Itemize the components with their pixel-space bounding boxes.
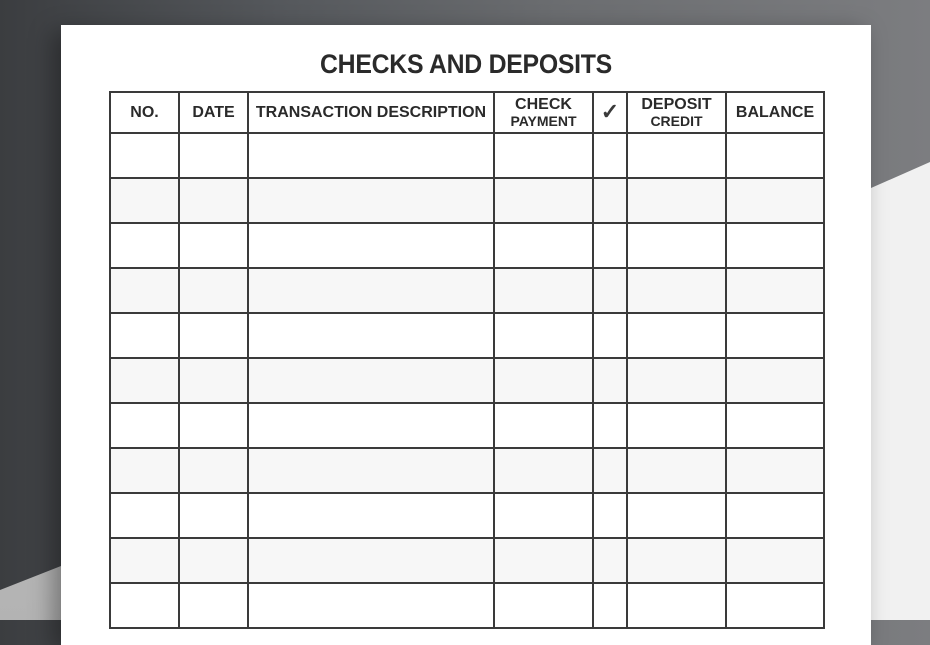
- cell-date[interactable]: [179, 403, 248, 448]
- cell-balance[interactable]: [726, 133, 824, 178]
- cell-balance[interactable]: [726, 493, 824, 538]
- table-row: [110, 583, 824, 628]
- cell-no[interactable]: [110, 583, 179, 628]
- register-table: [109, 91, 825, 629]
- cell-description[interactable]: [248, 313, 494, 358]
- cell-deposit[interactable]: [627, 268, 726, 313]
- table-row: [110, 133, 824, 178]
- cell-balance[interactable]: [726, 178, 824, 223]
- cell-description[interactable]: [248, 268, 494, 313]
- cell-deposit[interactable]: [627, 403, 726, 448]
- cell-check[interactable]: [494, 313, 593, 358]
- table-row: [110, 178, 824, 223]
- cell-deposit[interactable]: [627, 358, 726, 403]
- cell-balance[interactable]: [726, 583, 824, 628]
- cell-date[interactable]: [179, 583, 248, 628]
- checkmark-icon: ✓: [600, 98, 620, 124]
- cell-no[interactable]: [110, 448, 179, 493]
- cell-date[interactable]: [179, 313, 248, 358]
- cell-deposit[interactable]: [627, 178, 726, 223]
- cell-balance[interactable]: [726, 313, 824, 358]
- cell-description[interactable]: [248, 538, 494, 583]
- cell-check[interactable]: [494, 178, 593, 223]
- cell-description[interactable]: [248, 403, 494, 448]
- cell-deposit[interactable]: [627, 538, 726, 583]
- cell-check[interactable]: [494, 538, 593, 583]
- cell-check[interactable]: [494, 493, 593, 538]
- cell-cleared[interactable]: [593, 493, 627, 538]
- cell-cleared[interactable]: [593, 448, 627, 493]
- header-date: DATE: [179, 92, 248, 133]
- cell-cleared[interactable]: [593, 223, 627, 268]
- cell-check[interactable]: [494, 133, 593, 178]
- header-balance: BALANCE: [726, 92, 824, 133]
- table-row: [110, 223, 824, 268]
- cell-no[interactable]: [110, 493, 179, 538]
- table-row: [110, 448, 824, 493]
- cell-cleared[interactable]: [593, 583, 627, 628]
- cell-check[interactable]: [494, 358, 593, 403]
- cell-check[interactable]: [494, 268, 593, 313]
- cell-cleared[interactable]: [593, 538, 627, 583]
- table-row: [110, 538, 824, 583]
- cell-balance[interactable]: [726, 403, 824, 448]
- header-check-payment: CHECK PAYMENT: [494, 92, 593, 133]
- table-row: [110, 493, 824, 538]
- cell-description[interactable]: [248, 448, 494, 493]
- cell-no[interactable]: [110, 223, 179, 268]
- table-row: [110, 358, 824, 403]
- printable-sheet: [61, 25, 871, 645]
- cell-description[interactable]: [248, 178, 494, 223]
- cell-description[interactable]: [248, 583, 494, 628]
- header-cleared: [593, 92, 627, 133]
- cell-date[interactable]: [179, 448, 248, 493]
- cell-cleared[interactable]: [593, 358, 627, 403]
- cell-balance[interactable]: [726, 538, 824, 583]
- header-row: [110, 92, 824, 133]
- cell-deposit[interactable]: [627, 448, 726, 493]
- cell-no[interactable]: [110, 313, 179, 358]
- cell-deposit[interactable]: [627, 493, 726, 538]
- cell-cleared[interactable]: [593, 268, 627, 313]
- cell-date[interactable]: [179, 223, 248, 268]
- cell-date[interactable]: [179, 358, 248, 403]
- cell-check[interactable]: [494, 583, 593, 628]
- cell-description[interactable]: [248, 133, 494, 178]
- cell-cleared[interactable]: [593, 178, 627, 223]
- cell-check[interactable]: [494, 403, 593, 448]
- cell-no[interactable]: [110, 403, 179, 448]
- table-row: [110, 268, 824, 313]
- cell-no[interactable]: [110, 358, 179, 403]
- cell-date[interactable]: [179, 178, 248, 223]
- table-row: [110, 403, 824, 448]
- cell-check[interactable]: [494, 448, 593, 493]
- cell-cleared[interactable]: [593, 133, 627, 178]
- cell-no[interactable]: [110, 538, 179, 583]
- cell-cleared[interactable]: [593, 403, 627, 448]
- cell-date[interactable]: [179, 268, 248, 313]
- table-row: [110, 313, 824, 358]
- cell-balance[interactable]: [726, 268, 824, 313]
- page-title: CHECKS AND DEPOSITS: [320, 49, 612, 79]
- cell-description[interactable]: [248, 358, 494, 403]
- cell-description[interactable]: [248, 493, 494, 538]
- cell-date[interactable]: [179, 538, 248, 583]
- cell-deposit[interactable]: [627, 223, 726, 268]
- cell-no[interactable]: [110, 133, 179, 178]
- cell-balance[interactable]: [726, 358, 824, 403]
- cell-check[interactable]: [494, 223, 593, 268]
- cell-description[interactable]: [248, 223, 494, 268]
- cell-date[interactable]: [179, 493, 248, 538]
- header-no: NO.: [110, 92, 179, 133]
- cell-no[interactable]: [110, 268, 179, 313]
- cell-deposit[interactable]: [627, 313, 726, 358]
- cell-deposit[interactable]: [627, 583, 726, 628]
- cell-deposit[interactable]: [627, 133, 726, 178]
- header-deposit-credit: DEPOSIT CREDIT: [627, 92, 726, 133]
- cell-date[interactable]: [179, 133, 248, 178]
- cell-cleared[interactable]: [593, 313, 627, 358]
- cell-balance[interactable]: [726, 448, 824, 493]
- header-description: TRANSACTION DESCRIPTION: [248, 92, 494, 133]
- cell-no[interactable]: [110, 178, 179, 223]
- cell-balance[interactable]: [726, 223, 824, 268]
